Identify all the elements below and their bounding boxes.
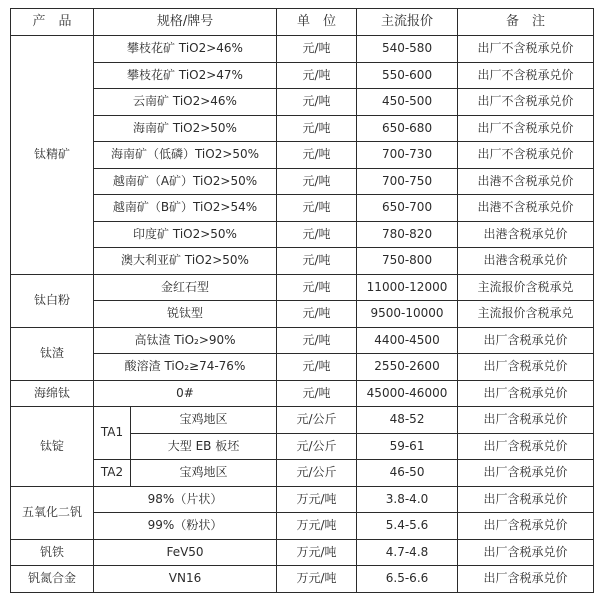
note-cell: 出厂不含税承兑价 (458, 62, 594, 89)
spec-cell: 云南矿 TiO2>46% (94, 89, 277, 116)
unit-cell: 万元/吨 (277, 486, 357, 513)
unit-cell: 元/吨 (277, 62, 357, 89)
table-row (11, 221, 594, 248)
table-row (11, 354, 594, 381)
price-cell: 48-52 (357, 407, 458, 434)
spec-cell: 98%（片状） (94, 486, 277, 513)
table-row (11, 301, 594, 328)
price-cell: 700-750 (357, 168, 458, 195)
note-cell: 出港不含税承兑价 (458, 195, 594, 222)
note-cell: 出厂含税承兑价 (458, 380, 594, 407)
price-cell: 4.7-4.8 (357, 539, 458, 566)
price-cell: 780-820 (357, 221, 458, 248)
table-row (11, 142, 594, 169)
note-cell: 出港不含税承兑价 (458, 168, 594, 195)
spec-cell: 0# (94, 380, 277, 407)
product-cell-titanium-dioxide: 钛白粉 (11, 274, 94, 327)
unit-cell: 元/公斤 (277, 460, 357, 487)
price-cell: 3.8-4.0 (357, 486, 458, 513)
spec-cell: 澳大利亚矿 TiO2>50% (94, 248, 277, 275)
spec-cell: VN16 (94, 566, 277, 593)
product-cell-titanium-sponge: 海绵钛 (11, 380, 94, 407)
price-cell: 2550-2600 (357, 354, 458, 381)
spec-cell: FeV50 (94, 539, 277, 566)
header-product: 产 品 (11, 9, 94, 36)
spec-cell: 高钛渣 TiO₂>90% (94, 327, 277, 354)
price-cell: 45000-46000 (357, 380, 458, 407)
table-row (11, 89, 594, 116)
header-row (11, 9, 594, 36)
spec-cell: 海南矿（低磷）TiO2>50% (94, 142, 277, 169)
spec-cell: 金红石型 (94, 274, 277, 301)
spec-cell: 越南矿（B矿）TiO2>54% (94, 195, 277, 222)
price-cell: 59-61 (357, 433, 458, 460)
note-cell: 出厂不含税承兑价 (458, 89, 594, 116)
unit-cell: 元/吨 (277, 354, 357, 381)
unit-cell: 元/公斤 (277, 433, 357, 460)
note-cell: 出厂含税承兑价 (458, 354, 594, 381)
table-row (11, 248, 594, 275)
spec-cell: 宝鸡地区 (131, 407, 277, 434)
table-row (11, 274, 594, 301)
unit-cell: 元/公斤 (277, 407, 357, 434)
spec-cell: 宝鸡地区 (131, 460, 277, 487)
price-cell: 750-800 (357, 248, 458, 275)
header-price: 主流报价 (357, 9, 458, 36)
unit-cell: 元/吨 (277, 221, 357, 248)
unit-cell: 元/吨 (277, 195, 357, 222)
price-cell: 4400-4500 (357, 327, 458, 354)
note-cell: 出厂含税承兑价 (458, 566, 594, 593)
spec-cell: 大型 EB 板坯 (131, 433, 277, 460)
grade-cell-ta1: TA1 (94, 407, 131, 460)
header-note: 备 注 (458, 9, 594, 36)
header-unit: 单 位 (277, 9, 357, 36)
price-cell: 6.5-6.6 (357, 566, 458, 593)
spec-cell: 印度矿 TiO2>50% (94, 221, 277, 248)
note-cell: 出厂含税承兑价 (458, 327, 594, 354)
note-cell: 出厂含税承兑价 (458, 513, 594, 540)
spec-cell: 锐钛型 (94, 301, 277, 328)
product-cell-vanadium-pentoxide: 五氧化二钒 (11, 486, 94, 539)
table-row (11, 115, 594, 142)
table-row (11, 486, 594, 513)
note-cell: 出厂含税承兑价 (458, 539, 594, 566)
header-spec: 规格/牌号 (94, 9, 277, 36)
table-row (11, 460, 594, 487)
price-cell: 5.4-5.6 (357, 513, 458, 540)
spec-cell: 99%（粉状） (94, 513, 277, 540)
unit-cell: 元/吨 (277, 274, 357, 301)
note-cell: 出厂含税承兑价 (458, 486, 594, 513)
price-cell: 700-730 (357, 142, 458, 169)
spec-cell: 酸溶渣 TiO₂≥74-76% (94, 354, 277, 381)
table-row (11, 380, 594, 407)
product-cell-ferrovanadium: 钒铁 (11, 539, 94, 566)
note-cell: 出厂含税承兑价 (458, 460, 594, 487)
unit-cell: 元/吨 (277, 142, 357, 169)
spec-cell: 攀枝花矿 TiO2>47% (94, 62, 277, 89)
note-cell: 出厂含税承兑价 (458, 433, 594, 460)
spec-cell: 海南矿 TiO2>50% (94, 115, 277, 142)
table-row (11, 407, 594, 434)
unit-cell: 元/吨 (277, 115, 357, 142)
unit-cell: 元/吨 (277, 380, 357, 407)
table-row (11, 195, 594, 222)
spec-cell: 越南矿（A矿）TiO2>50% (94, 168, 277, 195)
note-cell: 主流报价含税承兑 (458, 301, 594, 328)
unit-cell: 元/吨 (277, 168, 357, 195)
product-cell-titanium-ingot: 钛锭 (11, 407, 94, 487)
note-cell: 出厂不含税承兑价 (458, 115, 594, 142)
price-cell: 450-500 (357, 89, 458, 116)
unit-cell: 元/吨 (277, 36, 357, 63)
note-cell: 出厂含税承兑价 (458, 407, 594, 434)
price-cell: 11000-12000 (357, 274, 458, 301)
unit-cell: 元/吨 (277, 327, 357, 354)
table-row (11, 327, 594, 354)
unit-cell: 元/吨 (277, 301, 357, 328)
table-row (11, 168, 594, 195)
product-cell-titanium-slag: 钛渣 (11, 327, 94, 380)
price-table (10, 8, 594, 593)
note-cell: 出厂不含税承兑价 (458, 142, 594, 169)
spec-cell: 攀枝花矿 TiO2>46% (94, 36, 277, 63)
table-row (11, 566, 594, 593)
price-cell: 650-680 (357, 115, 458, 142)
price-cell: 9500-10000 (357, 301, 458, 328)
price-cell: 650-700 (357, 195, 458, 222)
price-cell: 550-600 (357, 62, 458, 89)
unit-cell: 万元/吨 (277, 513, 357, 540)
product-cell-titanium-concentrate: 钛精矿 (11, 36, 94, 275)
table-row (11, 36, 594, 63)
unit-cell: 万元/吨 (277, 566, 357, 593)
grade-cell-ta2: TA2 (94, 460, 131, 487)
table-row (11, 513, 594, 540)
price-cell: 46-50 (357, 460, 458, 487)
unit-cell: 元/吨 (277, 248, 357, 275)
note-cell: 出港含税承兑价 (458, 248, 594, 275)
unit-cell: 万元/吨 (277, 539, 357, 566)
product-cell-vanadium-nitrogen-alloy: 钒氮合金 (11, 566, 94, 593)
note-cell: 出港含税承兑价 (458, 221, 594, 248)
unit-cell: 元/吨 (277, 89, 357, 116)
price-cell: 540-580 (357, 36, 458, 63)
note-cell: 出厂不含税承兑价 (458, 36, 594, 63)
table-row (11, 539, 594, 566)
note-cell: 主流报价含税承兑 (458, 274, 594, 301)
table-row (11, 62, 594, 89)
